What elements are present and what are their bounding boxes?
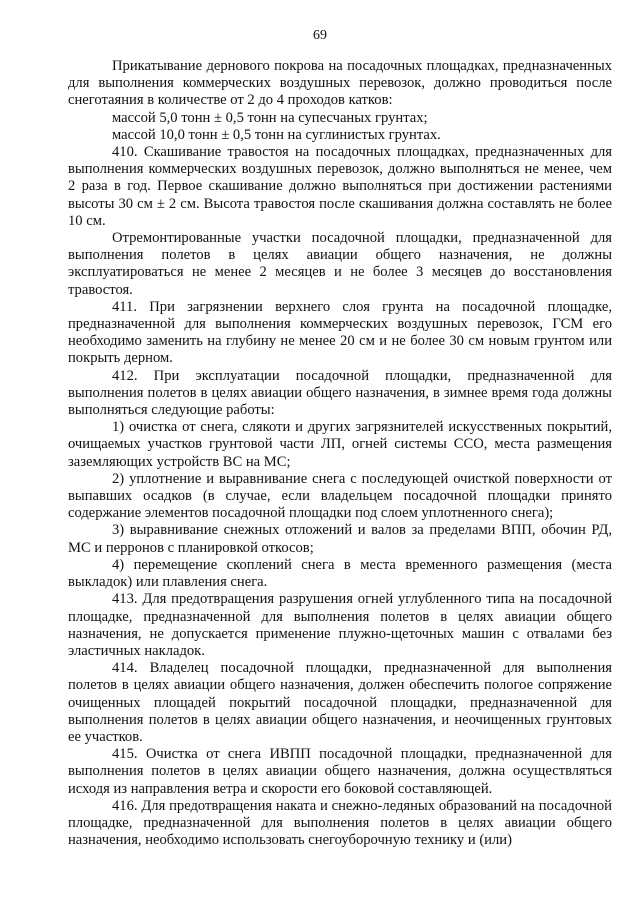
paragraph-412: 412. При эксплуатации посадочной площадки, предназначенной для выполнения полетов в целях авиации общего назначения, в зимнее время года должны выполняться следующие работы: [68, 367, 612, 419]
paragraph-414: 414. Владелец посадочной площадки, предназначенной для выполнения полетов в целях авиации общего назначения, должен обеспечить пологое сопряжение очищенных площадей покрытий посадочной площадки, предназначенной для выполнения полетов в целях авиации общего назначения, и неочищенных грунтовых ее участков. [68, 660, 612, 745]
paragraph-412-item-3: 3) выравнивание снежных отложений и валов за пределами ВПП, обочин РД, МС и перронов с планировкой откосов; [68, 522, 612, 556]
paragraph-416: 416. Для предотвращения наката и снежно-ледяных образований на посадочной площадке, предназначенной для выполнения полетов в целях авиации общего назначения, необходимо использовать снегоуборочную технику и (или) [68, 797, 612, 849]
paragraph-412-item-1: 1) очистка от снега, слякоти и других загрязнителей искусственных покрытий, очищаемых участков грунтовой части ЛП, огней системы ССО, места размещения заземляющих устройств ВС на МС; [68, 419, 612, 470]
document-body [68, 58, 612, 849]
paragraph-mass-loamy: массой 10,0 тонн ± 0,5 тонн на суглинистых грунтах. [112, 126, 441, 143]
paragraph-mass-sandy: массой 5,0 тонн ± 0,5 тонн на супесчаных грунтах; [112, 109, 428, 126]
paragraph-412-item-4: 4) перемещение скоплений снега в места временного размещения (места выкладок) или плавления снега. [68, 556, 612, 591]
paragraph-412-item-2: 2) уплотнение и выравнивание снега с последующей очисткой поверхности от выпавших осадков (в случае, если владельцем посадочной площадки принято содержание элементов посадочной площадки под слоем уплотненного снега); [68, 470, 612, 522]
paragraph-rolling: Прикатывание дернового покрова на посадочных площадках, предназначенных для выполнения коммерческих воздушных перевозок, должно проводиться после снеготаяния в количестве от 2 до 4 проходов катков: [68, 58, 612, 109]
page-number: 69 [313, 28, 327, 43]
paragraph-410: 410. Скашивание травостоя на посадочных площадках, предназначенных для выполнения коммерческих воздушных перевозок, должно выполняться не менее, чем 2 раза в год. Первое скашивание должно выполняться при достижении растениями высоты 30 см ± 2 см. Высота травостоя после скашивания должна составлять не более 10 см. [68, 144, 612, 229]
paragraph-413: 413. Для предотвращения разрушения огней углубленного типа на посадочной площадке, предназначенной для выполнения полетов в целях авиации общего назначения, не допускается применение плужно-щеточных машин с отвалами без эластичных накладок. [68, 591, 612, 659]
paragraph-411: 411. При загрязнении верхнего слоя грунта на посадочной площадке, предназначенной для выполнения коммерческих воздушных перевозок, ГСМ его необходимо заменить на глубину не менее 20 см и не более 30 см новым грунтом или покрыть дерном. [68, 298, 612, 367]
paragraph-415: 415. Очистка от снега ИВПП посадочной площадки, предназначенной для выполнения полетов в целях авиации общего назначения, должна осуществляться исходя из направления ветра и скорости его боковой составляющей. [68, 746, 612, 797]
paragraph-repaired-areas: Отремонтированные участки посадочной площадки, предназначенной для выполнения полетов в целях авиации общего назначения, не должны эксплуатироваться не менее 2 месяцев и не более 3 месяцев до восстановления травостоя. [68, 230, 612, 298]
